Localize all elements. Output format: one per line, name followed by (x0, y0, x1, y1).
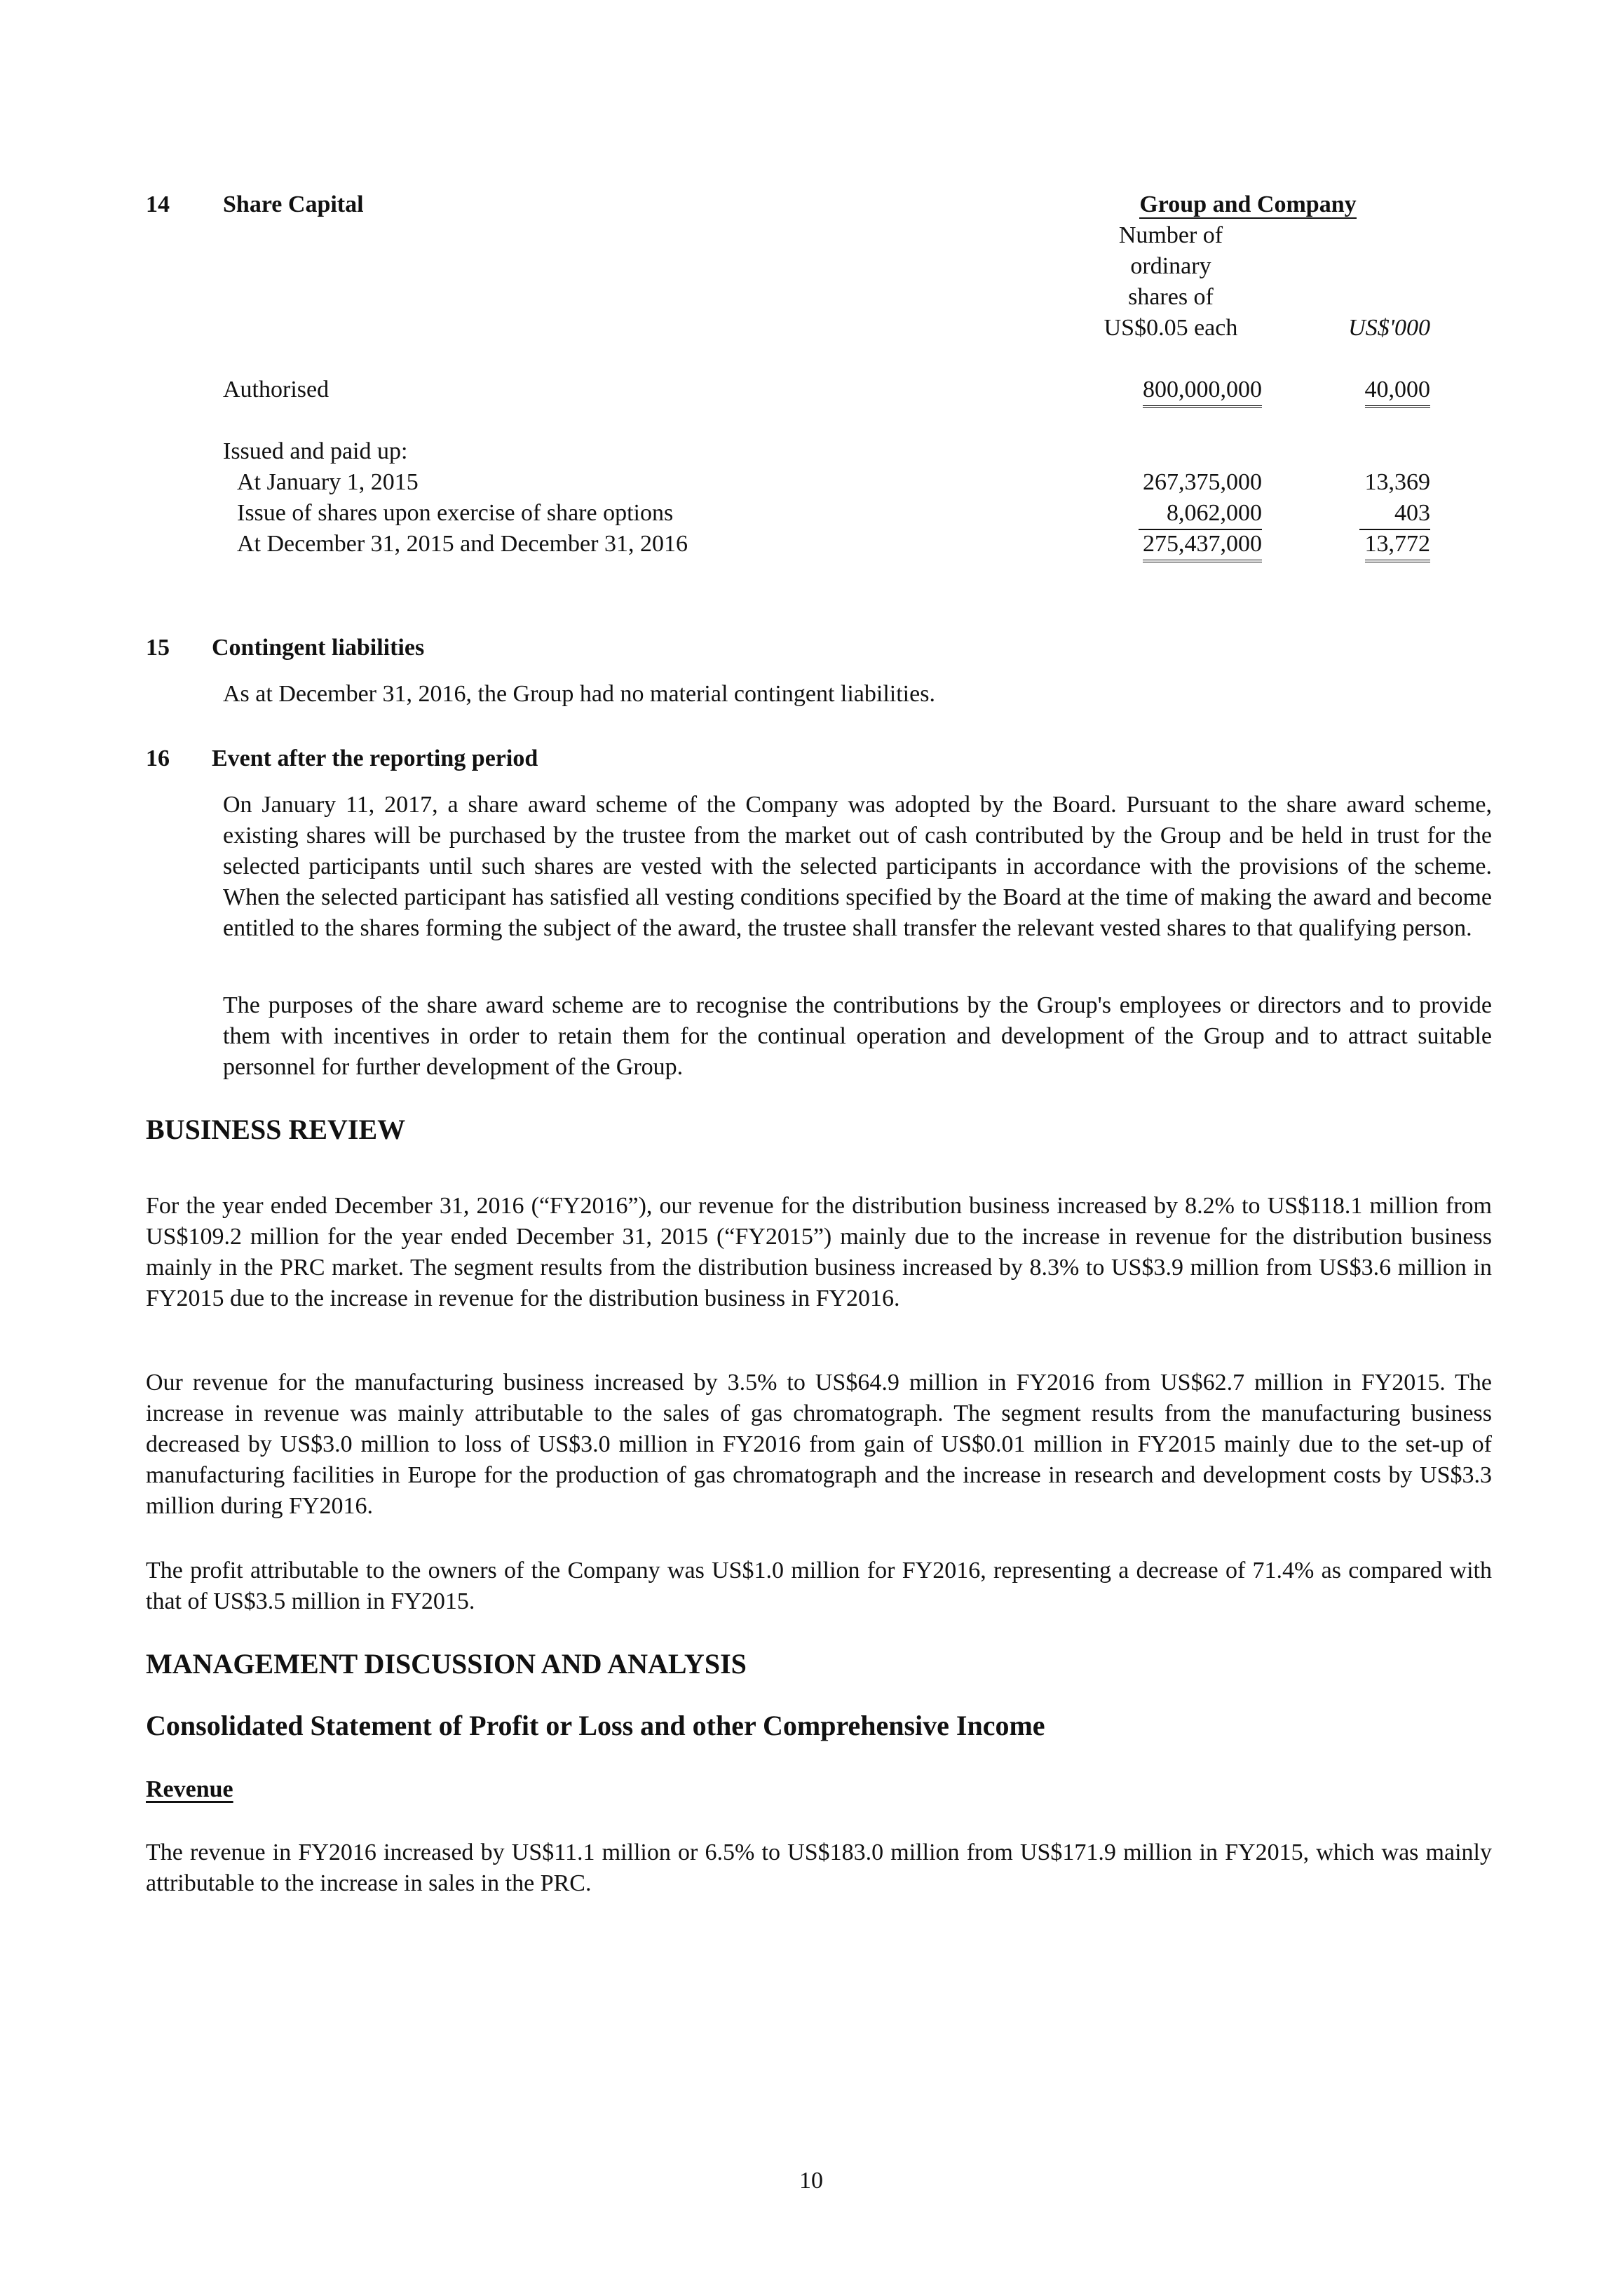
business-review-paragraph-3: The profit attributable to the owners of the Company was US$1.0 million for FY2016, representing a decrease of 71.4% as compared with that of US$3.5 million in FY2015. (146, 1558, 1492, 1614)
row-amount-cell (1318, 529, 1430, 562)
authorised-shares: 800,000,000 (1143, 374, 1262, 408)
shares-header-line: ordinary (1130, 253, 1211, 279)
amount-column-header: US$'000 (1348, 315, 1430, 341)
row-label: At December 31, 2015 and December 31, 2016 (237, 531, 688, 557)
row-amount: 13,772 (1365, 529, 1431, 562)
row-amount: 13,369 (1364, 469, 1430, 495)
note-16-number: 16 (146, 745, 170, 771)
row-label: Issue of shares upon exercise of share options (237, 500, 674, 526)
note-15-title: Contingent liabilities (212, 635, 425, 661)
note-15-number: 15 (146, 635, 170, 661)
authorised-amount: 40,000 (1365, 374, 1431, 408)
note-16-paragraph-2: The purposes of the share award scheme are to recognise the contributions by the Group's employees or directors and to provide them with incentives in order to retain them for the continual operation and development of the Group and to attract suitable personnel for further development of the Group. (223, 992, 1492, 1080)
authorised-label: Authorised (223, 377, 330, 403)
revenue-heading-text: Revenue (146, 1776, 233, 1802)
shares-header-line: shares of (1128, 284, 1214, 310)
note-16-title: Event after the reporting period (212, 745, 538, 771)
note-14-title: Share Capital (223, 191, 364, 217)
mda-heading: MANAGEMENT DISCUSSION AND ANALYSIS (146, 1648, 747, 1680)
row-shares: 8,062,000 (1139, 498, 1262, 530)
page-number: 10 (799, 2168, 823, 2194)
shares-header-line: US$0.05 each (1103, 315, 1238, 341)
business-review-paragraph-2: Our revenue for the manufacturing business increased by 3.5% to US$64.9 million in FY2016 from US$62.7 million in FY2015. The increase in revenue was mainly attributable to the sales of gas chromatograph. The segment results from the manufacturing business decreased by US$3.0 million to loss of US$3.0 million in FY2016 from gain of US$0.01 million in FY2015 mainly due to the set-up of manufacturing facilities in Europe for the production of gas chromatograph and the increase in research and development costs by US$3.3 million during FY2016. (146, 1370, 1492, 1519)
row-shares: 275,437,000 (1143, 529, 1262, 562)
revenue-heading (146, 1774, 233, 1805)
row-amount-cell (1318, 467, 1430, 498)
note-15-text: As at December 31, 2016, the Group had no material contingent liabilities. (223, 681, 935, 707)
note-14-number: 14 (146, 191, 170, 217)
shares-header-line: Number of (1118, 222, 1223, 248)
issued-label: Issued and paid up: (223, 438, 408, 464)
row-shares-cell (1052, 467, 1262, 498)
group-company-header (1094, 189, 1402, 220)
row-shares-cell (1052, 498, 1262, 530)
business-review-heading: BUSINESS REVIEW (146, 1114, 406, 1145)
row-amount: 403 (1359, 498, 1430, 530)
note-16-paragraph-1: On January 11, 2017, a share award scheme of the Company was adopted by the Board. Pursuant to the share award scheme, existing shares will be purchased by the trustee from the market out of cash contributed by the Group and be held in trust for the selected participants until such shares are vested with the selected participants in accordance with the provisions of the scheme. When the selected participant has satisfied all vesting conditions specified by the Board at the time of making the award and become entitled to the shares forming the subject of the award, the trustee shall transfer the relevant vested shares to that qualifying person. (223, 792, 1492, 941)
row-amount-cell (1318, 498, 1430, 530)
row-shares-cell (1052, 529, 1262, 562)
revenue-paragraph: The revenue in FY2016 increased by US$11.1 million or 6.5% to US$183.0 million from US$171.9 million in FY2015, which was mainly attributable to the increase in sales in the PRC. (146, 1839, 1492, 1896)
row-shares: 267,375,000 (1143, 469, 1262, 495)
authorised-shares-cell (1052, 374, 1262, 408)
shares-column-header (1066, 220, 1276, 344)
mda-subheading: Consolidated Statement of Profit or Loss and other Comprehensive Income (146, 1710, 1045, 1741)
business-review-paragraph-1: For the year ended December 31, 2016 (“FY2016”), our revenue for the distribution business increased by 8.2% to US$118.1 million from US$109.2 million for the year ended December 31, 2015 (“FY2015”) mainly due to the increase in revenue for the distribution business mainly in the PRC market. The segment results from the distribution business increased by 8.3% to US$3.9 million from US$3.6 million in FY2015 due to the increase in revenue for the distribution business in FY2016. (146, 1193, 1492, 1311)
row-label: At January 1, 2015 (237, 469, 419, 495)
authorised-amount-cell (1318, 374, 1430, 408)
group-company-header-text: Group and Company (1139, 191, 1357, 217)
